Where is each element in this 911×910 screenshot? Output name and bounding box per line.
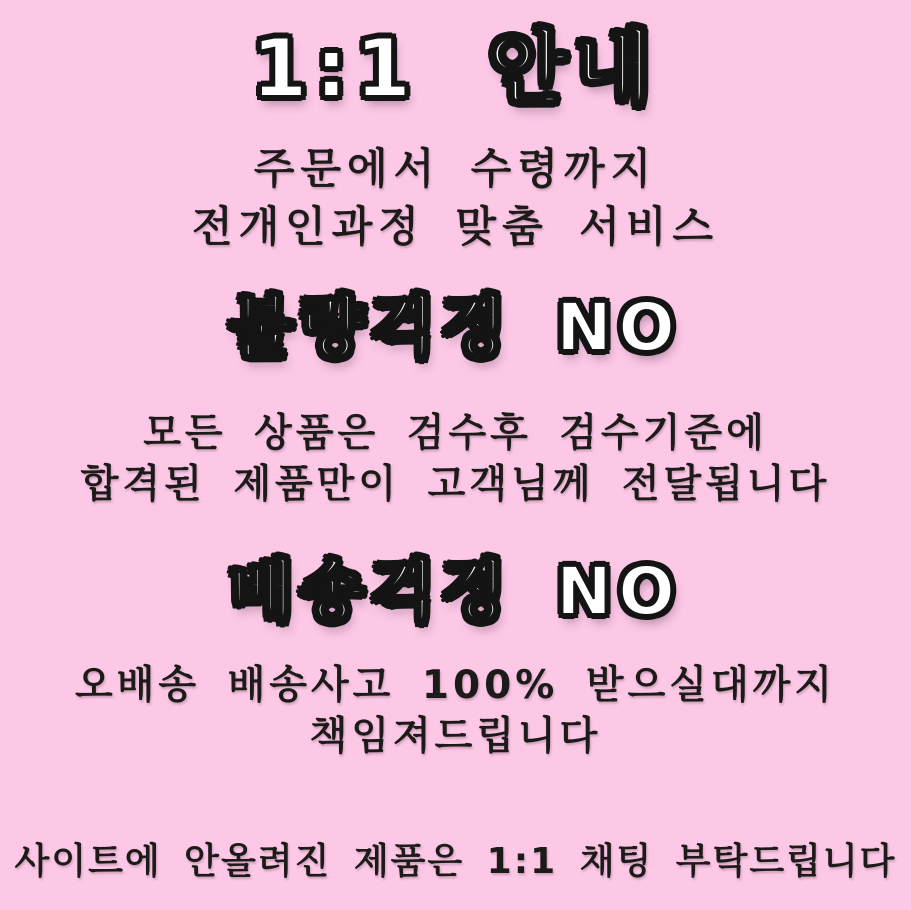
intro-text — [0, 140, 911, 256]
section-defect-body — [0, 408, 911, 510]
section-defect-body-line-2: 합격된 제품만이 고객님께 전달됩니다 — [80, 462, 831, 507]
intro-line-1: 주문에서 수령까지 — [253, 144, 658, 193]
footer-note: 사이트에 안올려진 제품은 1:1 채팅 부탁드립니다 — [14, 841, 897, 882]
page-title: 1:1 안내 — [251, 22, 660, 115]
section-shipping-body-line-2: 책임져드립니다 — [309, 714, 602, 759]
section-defect-body-line-1: 모든 상품은 검수후 검수기준에 — [143, 411, 768, 456]
section-shipping-body-line-1: 오배송 배송사고 100% 받으실대까지 — [75, 663, 836, 708]
intro-line-2: 전개인과정 맞춤 서비스 — [192, 202, 719, 251]
section-defect-heading: 불량걱정 NO — [229, 289, 682, 366]
section-shipping-body — [0, 660, 911, 762]
section-shipping-heading: 배송걱정 NO — [229, 553, 682, 630]
